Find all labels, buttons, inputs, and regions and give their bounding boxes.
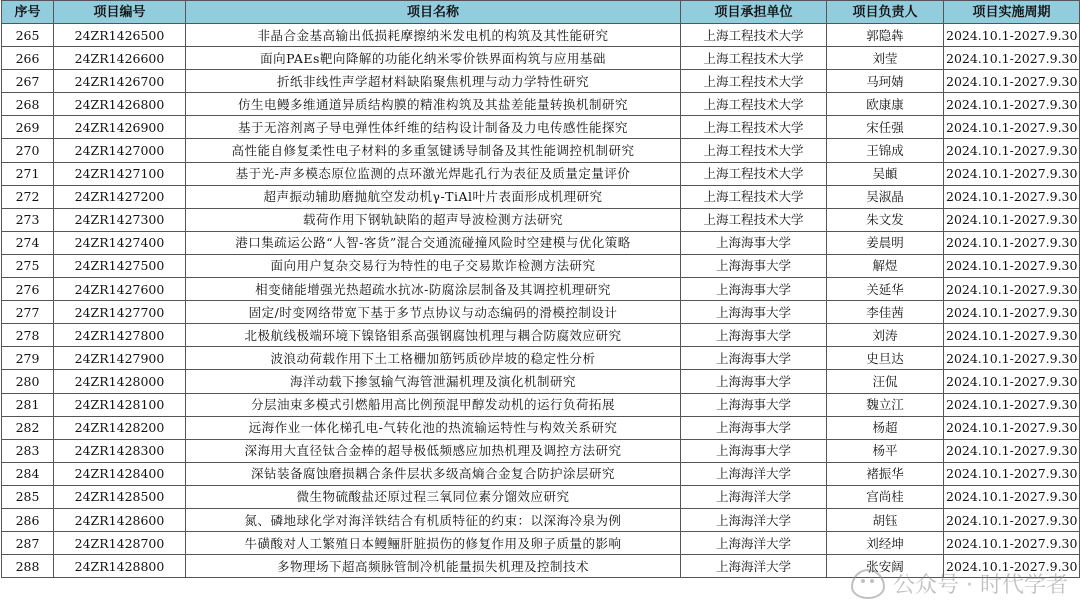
cell-project-id: 24ZR1428300 bbox=[54, 439, 186, 462]
cell-index: 273 bbox=[2, 208, 54, 231]
cell-institution: 上海工程技术大学 bbox=[681, 47, 827, 70]
cell-institution: 上海海洋大学 bbox=[681, 532, 827, 555]
table-row bbox=[2, 485, 1080, 508]
table-header-row bbox=[2, 1, 1080, 24]
cell-leader: 褚振华 bbox=[827, 462, 944, 485]
cell-institution: 上海海洋大学 bbox=[681, 555, 827, 578]
table-row bbox=[2, 439, 1080, 462]
cell-period: 2024.10.1-2027.9.30 bbox=[944, 485, 1080, 508]
cell-project-name: 非晶合金基高输出低损耗摩擦纳米发电机的构筑及其性能研究 bbox=[186, 24, 681, 47]
table-row bbox=[2, 324, 1080, 347]
cell-project-id: 24ZR1426600 bbox=[54, 47, 186, 70]
table-row bbox=[2, 70, 1080, 93]
table-row bbox=[2, 162, 1080, 185]
cell-period: 2024.10.1-2027.9.30 bbox=[944, 416, 1080, 439]
cell-index: 266 bbox=[2, 47, 54, 70]
cell-institution: 上海海事大学 bbox=[681, 416, 827, 439]
cell-period: 2024.10.1-2027.9.30 bbox=[944, 139, 1080, 162]
cell-institution: 上海海事大学 bbox=[681, 254, 827, 277]
cell-leader: 解煜 bbox=[827, 254, 944, 277]
cell-institution: 上海海事大学 bbox=[681, 393, 827, 416]
cell-period: 2024.10.1-2027.9.30 bbox=[944, 162, 1080, 185]
cell-project-id: 24ZR1428100 bbox=[54, 393, 186, 416]
table-row bbox=[2, 93, 1080, 116]
cell-project-name: 高性能自修复柔性电子材料的多重氢键诱导制备及其性能调控机制研究 bbox=[186, 139, 681, 162]
cell-period: 2024.10.1-2027.9.30 bbox=[944, 254, 1080, 277]
cell-project-id: 24ZR1427100 bbox=[54, 162, 186, 185]
cell-period: 2024.10.1-2027.9.30 bbox=[944, 555, 1080, 578]
cell-institution: 上海海事大学 bbox=[681, 301, 827, 324]
cell-index: 274 bbox=[2, 231, 54, 254]
cell-index: 270 bbox=[2, 139, 54, 162]
cell-index: 281 bbox=[2, 393, 54, 416]
table-row bbox=[2, 24, 1080, 47]
cell-institution: 上海工程技术大学 bbox=[681, 208, 827, 231]
header-project-name: 项目名称 bbox=[186, 1, 681, 24]
cell-project-name: 氮、磷地球化学对海洋铁结合有机质特征的约束：以深海冷泉为例 bbox=[186, 508, 681, 531]
cell-period: 2024.10.1-2027.9.30 bbox=[944, 231, 1080, 254]
cell-project-name: 固定/时变网络带宽下基于多节点协议与动态编码的滑模控制设计 bbox=[186, 301, 681, 324]
cell-project-id: 24ZR1427200 bbox=[54, 185, 186, 208]
cell-period: 2024.10.1-2027.9.30 bbox=[944, 508, 1080, 531]
table-row bbox=[2, 416, 1080, 439]
cell-project-name: 分层油束多模式引燃船用高比例预混甲醇发动机的运行负荷拓展 bbox=[186, 393, 681, 416]
cell-period: 2024.10.1-2027.9.30 bbox=[944, 70, 1080, 93]
cell-index: 282 bbox=[2, 416, 54, 439]
cell-project-name: 海洋动载下掺氢输气海管泄漏机理及演化机制研究 bbox=[186, 370, 681, 393]
table-row bbox=[2, 231, 1080, 254]
watermark-text: 公众号 · 时代学者 bbox=[893, 573, 1068, 598]
cell-institution: 上海工程技术大学 bbox=[681, 70, 827, 93]
cell-period: 2024.10.1-2027.9.30 bbox=[944, 278, 1080, 301]
cell-project-id: 24ZR1426700 bbox=[54, 70, 186, 93]
cell-project-name: 面向用户复杂交易行为特性的电子交易欺诈检测方法研究 bbox=[186, 254, 681, 277]
table-row bbox=[2, 116, 1080, 139]
cell-leader: 胡钰 bbox=[827, 508, 944, 531]
cell-project-id: 24ZR1427000 bbox=[54, 139, 186, 162]
cell-index: 284 bbox=[2, 462, 54, 485]
cell-index: 278 bbox=[2, 324, 54, 347]
cell-project-name: 深钻装备腐蚀磨损耦合条件层状多级高熵合金复合防护涂层研究 bbox=[186, 462, 681, 485]
cell-project-name: 北极航线极端环境下镍铬钼系高强钢腐蚀机理与耦合防腐效应研究 bbox=[186, 324, 681, 347]
table-row bbox=[2, 278, 1080, 301]
cell-leader: 张安阔 bbox=[827, 555, 944, 578]
cell-period: 2024.10.1-2027.9.30 bbox=[944, 439, 1080, 462]
cell-project-name: 相变储能增强光热超疏水抗冰-防腐涂层制备及其调控机理研究 bbox=[186, 278, 681, 301]
cell-index: 280 bbox=[2, 370, 54, 393]
cell-leader: 魏立江 bbox=[827, 393, 944, 416]
cell-index: 275 bbox=[2, 254, 54, 277]
table-row bbox=[2, 370, 1080, 393]
cell-project-name: 载荷作用下钢轨缺陷的超声导波检测方法研究 bbox=[186, 208, 681, 231]
cell-period: 2024.10.1-2027.9.30 bbox=[944, 324, 1080, 347]
cell-period: 2024.10.1-2027.9.30 bbox=[944, 370, 1080, 393]
cell-leader: 汪侃 bbox=[827, 370, 944, 393]
cell-leader: 刘涛 bbox=[827, 324, 944, 347]
cell-project-name: 多物理场下超高频脉管制冷机能量损失机理及控制技术 bbox=[186, 555, 681, 578]
cell-index: 283 bbox=[2, 439, 54, 462]
header-leader: 项目负责人 bbox=[827, 1, 944, 24]
cell-institution: 上海海洋大学 bbox=[681, 508, 827, 531]
cell-project-id: 24ZR1428500 bbox=[54, 485, 186, 508]
table-row bbox=[2, 347, 1080, 370]
cell-period: 2024.10.1-2027.9.30 bbox=[944, 185, 1080, 208]
cell-period: 2024.10.1-2027.9.30 bbox=[944, 301, 1080, 324]
table-row bbox=[2, 139, 1080, 162]
table-row bbox=[2, 555, 1080, 578]
cell-project-name: 远海作业一体化梯孔电-气转化池的热流输运特性与构效关系研究 bbox=[186, 416, 681, 439]
cell-leader: 关延华 bbox=[827, 278, 944, 301]
cell-leader: 欧康康 bbox=[827, 93, 944, 116]
cell-project-id: 24ZR1427500 bbox=[54, 254, 186, 277]
cell-index: 265 bbox=[2, 24, 54, 47]
cell-leader: 史旦达 bbox=[827, 347, 944, 370]
cell-leader: 王锦成 bbox=[827, 139, 944, 162]
cell-project-name: 波浪动荷载作用下土工格栅加筋钙质砂岸坡的稳定性分析 bbox=[186, 347, 681, 370]
cell-institution: 上海工程技术大学 bbox=[681, 162, 827, 185]
cell-project-name: 微生物硫酸盐还原过程三氧同位素分馏效应研究 bbox=[186, 485, 681, 508]
table-row bbox=[2, 47, 1080, 70]
cell-project-name: 牛磺酸对人工繁殖日本鳗鲡肝脏损伤的修复作用及卵子质量的影响 bbox=[186, 532, 681, 555]
header-institution: 项目承担单位 bbox=[681, 1, 827, 24]
cell-leader: 马珂婧 bbox=[827, 70, 944, 93]
cell-project-name: 超声振动辅助磨抛航空发动机γ-TiAl叶片表面形成机理研究 bbox=[186, 185, 681, 208]
cell-leader: 刘经坤 bbox=[827, 532, 944, 555]
cell-period: 2024.10.1-2027.9.30 bbox=[944, 393, 1080, 416]
cell-project-id: 24ZR1428600 bbox=[54, 508, 186, 531]
cell-index: 285 bbox=[2, 485, 54, 508]
cell-period: 2024.10.1-2027.9.30 bbox=[944, 24, 1080, 47]
table-row bbox=[2, 508, 1080, 531]
cell-period: 2024.10.1-2027.9.30 bbox=[944, 462, 1080, 485]
cell-project-id: 24ZR1427700 bbox=[54, 301, 186, 324]
table-row bbox=[2, 301, 1080, 324]
project-table bbox=[1, 0, 1080, 578]
cell-leader: 杨平 bbox=[827, 439, 944, 462]
cell-project-name: 港口集疏运公路“人智-客货”混合交通流碰撞风险时空建模与优化策略 bbox=[186, 231, 681, 254]
cell-leader: 刘莹 bbox=[827, 47, 944, 70]
cell-institution: 上海工程技术大学 bbox=[681, 185, 827, 208]
cell-index: 288 bbox=[2, 555, 54, 578]
cell-project-id: 24ZR1427600 bbox=[54, 278, 186, 301]
cell-index: 271 bbox=[2, 162, 54, 185]
cell-project-id: 24ZR1428800 bbox=[54, 555, 186, 578]
table-row bbox=[2, 254, 1080, 277]
cell-project-id: 24ZR1428000 bbox=[54, 370, 186, 393]
cell-institution: 上海海事大学 bbox=[681, 278, 827, 301]
cell-index: 268 bbox=[2, 93, 54, 116]
cell-leader: 姜晨明 bbox=[827, 231, 944, 254]
cell-project-id: 24ZR1426500 bbox=[54, 24, 186, 47]
cell-project-name: 深海用大直径钛合金棒的超导极低频感应加热机理及调控方法研究 bbox=[186, 439, 681, 462]
cell-project-id: 24ZR1427400 bbox=[54, 231, 186, 254]
cell-index: 277 bbox=[2, 301, 54, 324]
cell-period: 2024.10.1-2027.9.30 bbox=[944, 532, 1080, 555]
cell-institution: 上海海事大学 bbox=[681, 370, 827, 393]
cell-index: 272 bbox=[2, 185, 54, 208]
cell-project-name: 面向PAEs靶向降解的功能化纳米零价铁界面构筑与应用基础 bbox=[186, 47, 681, 70]
cell-leader: 朱文发 bbox=[827, 208, 944, 231]
cell-project-name: 基于无溶剂离子导电弹性体纤维的结构设计制备及力电传感性能探究 bbox=[186, 116, 681, 139]
header-project-id: 项目编号 bbox=[54, 1, 186, 24]
cell-leader: 郭隐犇 bbox=[827, 24, 944, 47]
cell-project-name: 基于光-声多模态原位监测的点环激光焊匙孔行为表征及质量定量评价 bbox=[186, 162, 681, 185]
cell-leader: 宋任强 bbox=[827, 116, 944, 139]
table-row bbox=[2, 532, 1080, 555]
cell-period: 2024.10.1-2027.9.30 bbox=[944, 347, 1080, 370]
cell-institution: 上海海事大学 bbox=[681, 439, 827, 462]
cell-period: 2024.10.1-2027.9.30 bbox=[944, 93, 1080, 116]
cell-institution: 上海海事大学 bbox=[681, 347, 827, 370]
cell-index: 279 bbox=[2, 347, 54, 370]
header-period: 项目实施周期 bbox=[944, 1, 1080, 24]
cell-leader: 杨超 bbox=[827, 416, 944, 439]
cell-index: 286 bbox=[2, 508, 54, 531]
cell-index: 267 bbox=[2, 70, 54, 93]
cell-institution: 上海工程技术大学 bbox=[681, 24, 827, 47]
cell-project-id: 24ZR1427900 bbox=[54, 347, 186, 370]
table-row bbox=[2, 185, 1080, 208]
cell-leader: 李佳茜 bbox=[827, 301, 944, 324]
table-body bbox=[2, 24, 1080, 578]
cell-institution: 上海工程技术大学 bbox=[681, 139, 827, 162]
cell-index: 276 bbox=[2, 278, 54, 301]
table-row bbox=[2, 393, 1080, 416]
cell-leader: 吴頔 bbox=[827, 162, 944, 185]
cell-project-id: 24ZR1426800 bbox=[54, 93, 186, 116]
cell-project-id: 24ZR1426900 bbox=[54, 116, 186, 139]
cell-project-id: 24ZR1428400 bbox=[54, 462, 186, 485]
cell-institution: 上海工程技术大学 bbox=[681, 116, 827, 139]
cell-project-name: 仿生电鳗多维通道异质结构膜的精准构筑及其盐差能量转换机制研究 bbox=[186, 93, 681, 116]
cell-institution: 上海工程技术大学 bbox=[681, 93, 827, 116]
cell-institution: 上海海事大学 bbox=[681, 231, 827, 254]
table-row bbox=[2, 208, 1080, 231]
cell-index: 287 bbox=[2, 532, 54, 555]
table-row bbox=[2, 462, 1080, 485]
header-index: 序号 bbox=[2, 1, 54, 24]
cell-institution: 上海海洋大学 bbox=[681, 485, 827, 508]
cell-project-id: 24ZR1428200 bbox=[54, 416, 186, 439]
cell-project-id: 24ZR1427300 bbox=[54, 208, 186, 231]
cell-period: 2024.10.1-2027.9.30 bbox=[944, 47, 1080, 70]
cell-period: 2024.10.1-2027.9.30 bbox=[944, 208, 1080, 231]
cell-leader: 吴淑晶 bbox=[827, 185, 944, 208]
cell-project-id: 24ZR1427800 bbox=[54, 324, 186, 347]
cell-leader: 宫尚桂 bbox=[827, 485, 944, 508]
cell-project-id: 24ZR1428700 bbox=[54, 532, 186, 555]
cell-institution: 上海海事大学 bbox=[681, 324, 827, 347]
cell-project-name: 折纸非线性声学超材料缺陷聚焦机理与动力学特性研究 bbox=[186, 70, 681, 93]
cell-institution: 上海海洋大学 bbox=[681, 462, 827, 485]
cell-period: 2024.10.1-2027.9.30 bbox=[944, 116, 1080, 139]
cell-index: 269 bbox=[2, 116, 54, 139]
